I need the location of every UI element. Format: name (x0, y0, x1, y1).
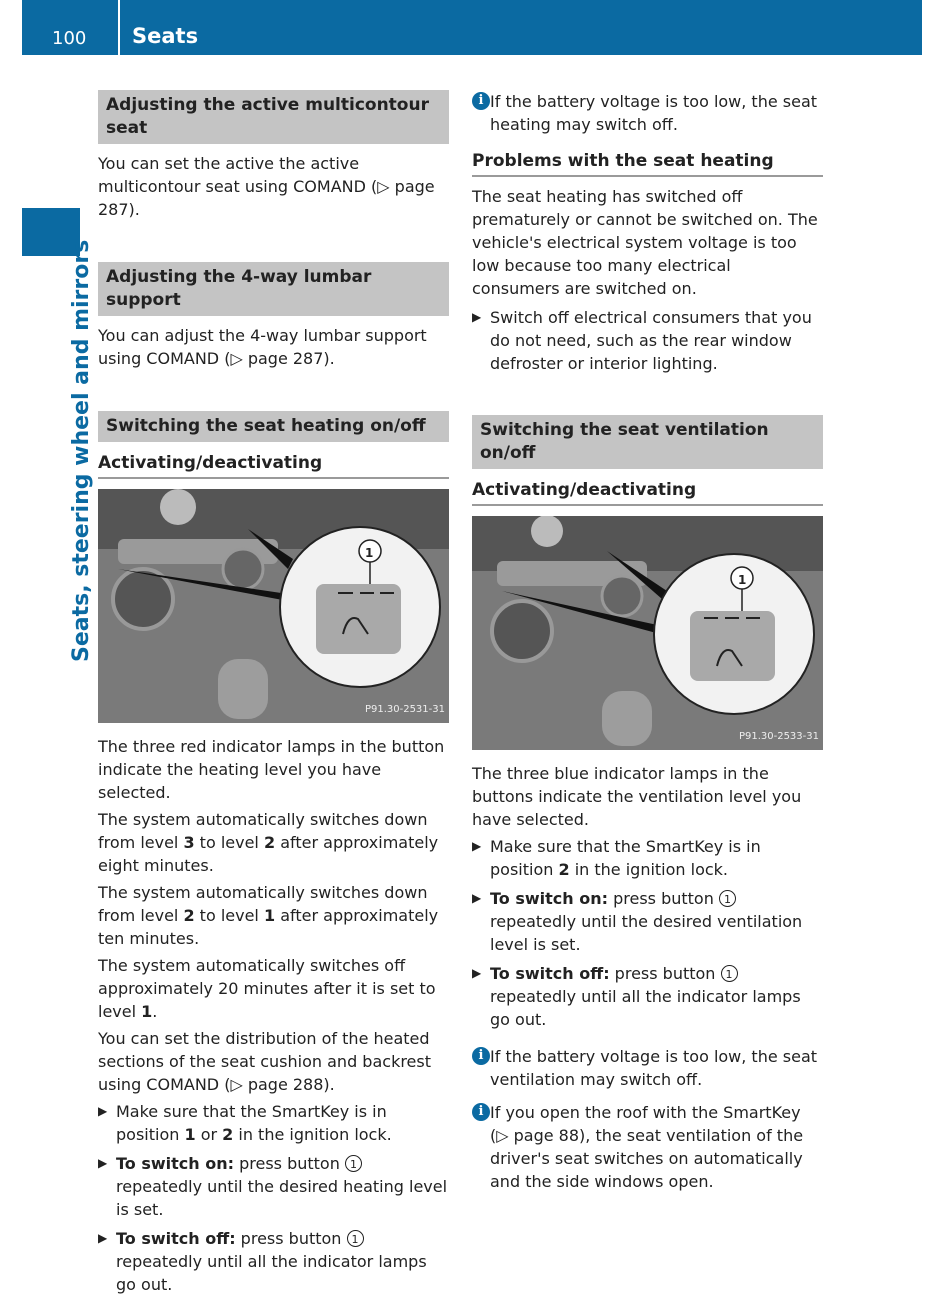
button-number-icon: 1 (721, 965, 738, 982)
button-number-icon: 1 (347, 1230, 364, 1247)
right-column (472, 90, 823, 1203)
chapter-label: Seats, steering wheel and mirrors (69, 239, 94, 662)
subheading-activating-ventilation: Activating/deactivating (472, 479, 823, 506)
problems-heating-text: The seat heating has switched off prematurely or cannot be switched on. The vehicle's electrical system voltage is too low because too many electrical consumers are switched on. (472, 187, 818, 298)
image-reference-code: P91.30-2531-31 (364, 704, 445, 715)
left-column (98, 90, 449, 1302)
bullet-arrow-icon: ▶ (472, 839, 482, 853)
section-heading-seat-ventilation: Switching the seat ventilation on/off (472, 415, 823, 469)
multicontour-text: You can set the active the active multicontour seat using COMAND (▷ page 287). (98, 154, 435, 219)
callout-number: 1 (365, 546, 374, 560)
callout-number: 1 (738, 573, 747, 587)
heating-auto-down-3-2: The system automatically switches down from level 3 to level 2 after approximately eight minutes. (98, 810, 439, 875)
instruction-smartkey-ventilation: ▶ Make sure that the SmartKey is in position 2 in the ignition lock. (472, 837, 761, 879)
heating-indicator-text: The three red indicator lamps in the button indicate the heating level you have selected. (98, 737, 445, 802)
heating-distribution-text: You can set the distribution of the heated sections of the seat cushion and backrest using COMAND (▷ page 288). (98, 1029, 432, 1094)
note-battery-ventilation: i If the battery voltage is too low, the seat ventilation may switch off. (472, 1045, 823, 1091)
seat-ventilation-button-photo (472, 516, 823, 750)
instruction-smartkey-heating: ▶ Make sure that the SmartKey is in position 1 or 2 in the ignition lock. (98, 1102, 392, 1144)
section-heading-multicontour: Adjusting the active multicontour seat (98, 90, 449, 144)
page-header (22, 0, 922, 55)
bullet-arrow-icon: ▶ (472, 966, 482, 980)
ventilation-indicator-text: The three blue indicator lamps in the buttons indicate the ventilation level you have selected. (472, 764, 802, 829)
bullet-arrow-icon: ▶ (472, 891, 482, 905)
button-number-icon: 1 (719, 890, 736, 907)
instruction-switch-off-consumers: ▶ Switch off electrical consumers that you do not need, such as the rear window defroster or interior lighting. (472, 308, 812, 373)
section-heading-lumbar: Adjusting the 4-way lumbar support (98, 262, 449, 316)
instruction-heating-switch-off: ▶ To switch off: press button 1 repeatedly until all the indicator lamps go out. (98, 1229, 427, 1294)
info-icon: i (472, 92, 490, 110)
subheading-problems-heating: Problems with the seat heating (472, 150, 823, 177)
seat-heating-button-photo (98, 489, 449, 723)
lumbar-text: You can adjust the 4-way lumbar support using COMAND (▷ page 287). (98, 326, 427, 368)
bullet-arrow-icon: ▶ (98, 1156, 108, 1170)
image-reference-code: P91.30-2533-31 (738, 731, 819, 742)
bullet-arrow-icon: ▶ (472, 310, 482, 324)
info-icon: i (472, 1103, 490, 1121)
header-divider (118, 0, 120, 55)
bullet-arrow-icon: ▶ (98, 1104, 108, 1118)
note-roof-ventilation: i If you open the roof with the SmartKey (▷ page 88), the seat ventilation of the driver's seat switches on automatically and the side windows open. (472, 1101, 823, 1193)
button-number-icon: 1 (345, 1155, 362, 1172)
heating-auto-down-2-1: The system automatically switches down from level 2 to level 1 after approximately ten minutes. (98, 883, 439, 948)
heating-auto-off: The system automatically switches off approximately 20 minutes after it is set to level 1. (98, 956, 436, 1021)
section-heading-seat-heating: Switching the seat heating on/off (98, 411, 449, 442)
note-battery-heating: i If the battery voltage is too low, the seat heating may switch off. (472, 90, 823, 136)
bullet-arrow-icon: ▶ (98, 1231, 108, 1245)
instruction-ventilation-switch-on: ▶ To switch on: press button 1 repeatedly until the desired ventilation level is set. (472, 889, 803, 954)
subheading-activating-heating: Activating/deactivating (98, 452, 449, 479)
page-title: Seats (132, 24, 199, 48)
instruction-heating-switch-on: ▶ To switch on: press button 1 repeatedly until the desired heating level is set. (98, 1154, 448, 1219)
info-icon: i (472, 1047, 490, 1065)
page-number: 100 (52, 28, 87, 49)
instruction-ventilation-switch-off: ▶ To switch off: press button 1 repeatedly until all the indicator lamps go out. (472, 964, 801, 1029)
